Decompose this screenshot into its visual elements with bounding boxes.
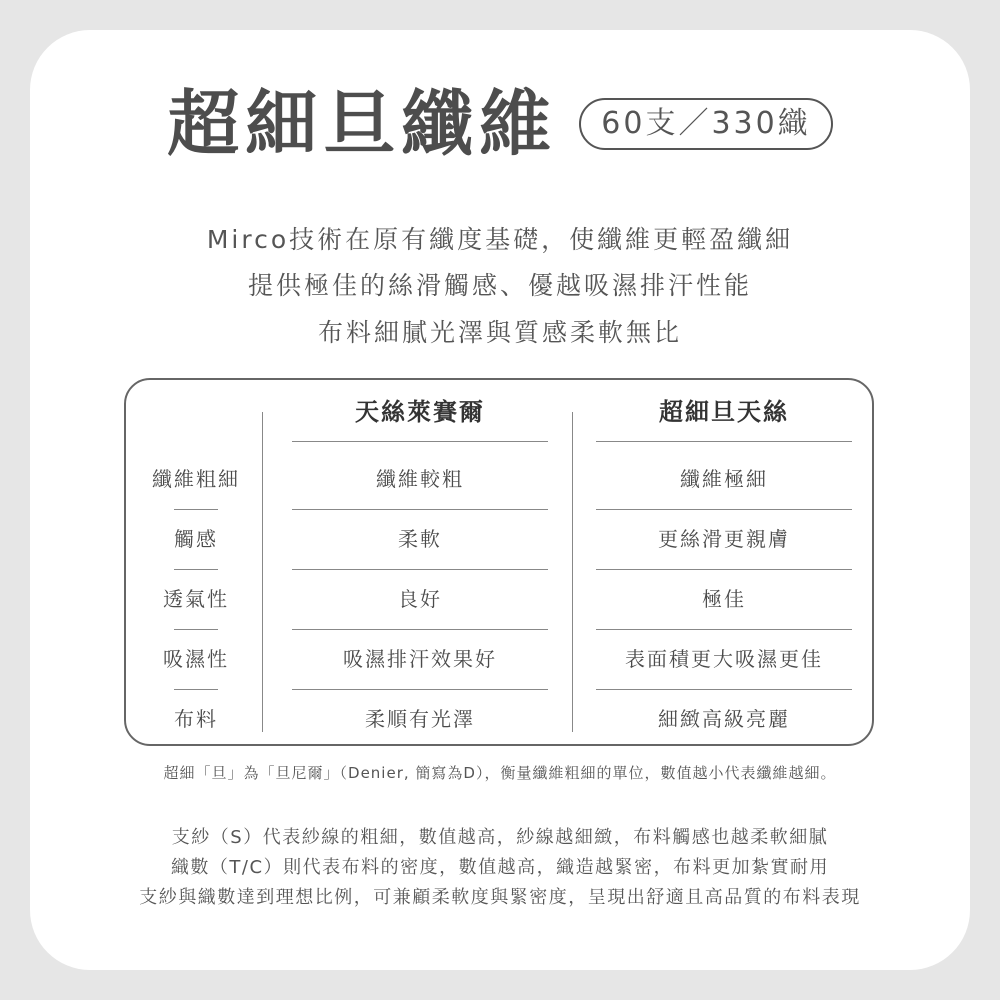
row-divider: [596, 629, 852, 630]
table-cell: 纖維較粗: [376, 467, 464, 491]
row-divider: [174, 509, 218, 510]
row-divider: [596, 441, 852, 442]
description-line-1: 支紗（S）代表紗線的粗細，數值越高，紗線越細緻，布料觸感也越柔軟細膩: [171, 827, 829, 848]
row-label: 纖維粗細: [152, 467, 240, 491]
table-cell: 柔軟: [398, 527, 442, 551]
row-divider: [596, 689, 852, 690]
description-line-2: 織數（T/C）則代表布料的密度，數值越高，織造越緊密，布料更加紮實耐用: [170, 857, 830, 878]
column-divider: [572, 412, 573, 732]
table-cell: 柔順有光澤: [365, 707, 475, 731]
intro-line-3: 布料細膩光澤與質感柔軟無比: [317, 318, 682, 347]
row-divider: [174, 569, 218, 570]
row-label: 透氣性: [163, 587, 229, 611]
row-divider: [292, 509, 548, 510]
row-divider: [292, 629, 548, 630]
table-cell: 極佳: [702, 587, 746, 611]
row-divider: [174, 629, 218, 630]
title-row: [0, 82, 1000, 166]
row-label: 布料: [174, 707, 218, 731]
row-divider: [292, 441, 548, 442]
intro-line-1: Mirco技術在原有纖度基礎，使纖維更輕盈纖細: [206, 225, 794, 254]
column-header-tencel: 天絲萊賽爾: [355, 398, 485, 426]
comparison-table: [124, 378, 874, 746]
description-line-3: 支紗與織數達到理想比例，可兼顧柔軟度與緊密度，呈現出舒適且高品質的布料表現: [139, 887, 861, 908]
row-divider: [174, 689, 218, 690]
table-cell: 細緻高級亮麗: [658, 707, 790, 731]
row-divider: [292, 569, 548, 570]
intro-line-2: 提供極佳的絲滑觸感、優越吸濕排汗性能: [247, 271, 752, 300]
spec-badge: 60支／330織: [579, 98, 832, 150]
column-divider: [262, 412, 263, 732]
table-cell: 表面積更大吸濕更佳: [625, 647, 823, 671]
row-divider: [596, 509, 852, 510]
footnote: 超細「旦」為「旦尼爾」（Denier, 簡寫為D），衡量纖維粗細的單位，數值越小代表纖維越細。: [163, 764, 837, 782]
row-label: 觸感: [174, 527, 218, 551]
table-cell: 吸濕排汗效果好: [343, 647, 497, 671]
table-cell: 纖維極細: [680, 467, 768, 491]
row-divider: [596, 569, 852, 570]
page-title: 超細旦纖維: [167, 82, 558, 166]
table-cell: 更絲滑更親膚: [658, 527, 790, 551]
table-cell: 良好: [398, 587, 442, 611]
column-header-micro-tencel: 超細旦天絲: [659, 398, 789, 426]
row-divider: [292, 689, 548, 690]
row-label: 吸濕性: [163, 647, 229, 671]
